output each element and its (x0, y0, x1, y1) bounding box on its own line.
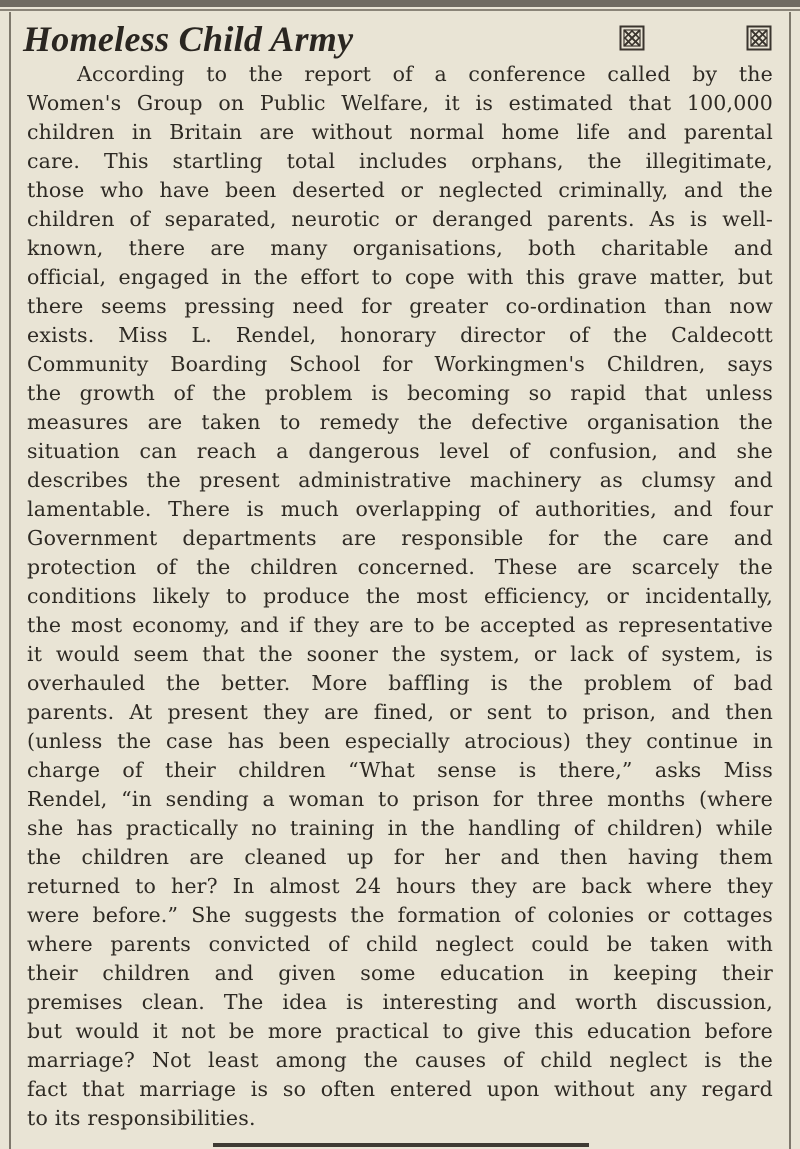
article-line: premises clean. The idea is interesting and worth discussion, (27, 990, 773, 1014)
article-line: those who have been deserted or neglected criminally, and the (27, 178, 773, 202)
article-line: were before.” She suggests the formation of colonies or cottages (27, 903, 773, 927)
article-line: where parents convicted of child neglect could be taken with (27, 932, 773, 956)
article-line: she has practically no training in the handling of children) while (27, 816, 773, 840)
article-line: Government departments are responsible for the care and (27, 526, 773, 550)
article-line: exists. Miss L. Rendel, honorary director of the Caldecott (27, 323, 773, 347)
article-line: to its responsibilities. (27, 1106, 256, 1130)
article-line: their children and given some education in keeping their (27, 961, 773, 985)
top-column-rule-thin (0, 9, 800, 11)
article-line: official, engaged in the effort to cope with this grave matter, but (27, 265, 773, 289)
article-headline: Homeless Child Army (23, 19, 354, 59)
article-line: marriage? Not least among the causes of child neglect is the (27, 1048, 773, 1072)
article-line: children of separated, neurotic or deranged parents. As is well- (27, 207, 773, 231)
square-knot-ornament-icon (619, 25, 645, 51)
article-line: According to the report of a conference called by the (77, 62, 773, 86)
article-line: the most economy, and if they are to be accepted as representative (27, 613, 773, 637)
article-body (27, 60, 773, 1133)
article-line: conditions likely to produce the most efficiency, or incidentally, (27, 584, 773, 608)
article-line: Rendel, “in sending a woman to prison for three months (where (27, 787, 773, 811)
top-column-rule (0, 0, 800, 7)
left-column-rule (9, 12, 11, 1149)
article-line: it would seem that the sooner the system, or lack of system, is (27, 642, 773, 666)
article-line: there seems pressing need for greater co-ordination than now (27, 294, 773, 318)
article-line: the children are cleaned up for her and then having them (27, 845, 773, 869)
article-line: overhauled the better. More baffling is the problem of bad (27, 671, 773, 695)
article-line: fact that marriage is so often entered upon without any regard (27, 1077, 773, 1101)
article-line: Community Boarding School for Workingmen's Children, says (27, 352, 773, 376)
article-line: measures are taken to remedy the defective organisation the (27, 410, 773, 434)
article-line: known, there are many organisations, both charitable and (27, 236, 773, 260)
article-line: charge of their children “What sense is there,” asks Miss (27, 758, 773, 782)
article-line: (unless the case has been especially atrocious) they continue in (27, 729, 773, 753)
square-knot-ornament-icon (746, 25, 772, 51)
article-line: protection of the children concerned. These are scarcely the (27, 555, 773, 579)
article-line: lamentable. There is much overlapping of authorities, and four (27, 497, 773, 521)
article-line: situation can reach a dangerous level of confusion, and she (27, 439, 773, 463)
article-line: but would it not be more practical to give this education before (27, 1019, 773, 1043)
bottom-divider-rule (213, 1143, 589, 1147)
article-line: describes the present administrative machinery as clumsy and (27, 468, 773, 492)
article-line: the growth of the problem is becoming so rapid that unless (27, 381, 773, 405)
article-line: Women's Group on Public Welfare, it is estimated that 100,000 (27, 91, 773, 115)
article-line: children in Britain are without normal home life and parental (27, 120, 773, 144)
article-line: care. This startling total includes orphans, the illegitimate, (27, 149, 773, 173)
article-line: parents. At present they are fined, or sent to prison, and then (27, 700, 773, 724)
right-column-rule (789, 12, 791, 1149)
article-line: returned to her? In almost 24 hours they are back where they (27, 874, 773, 898)
